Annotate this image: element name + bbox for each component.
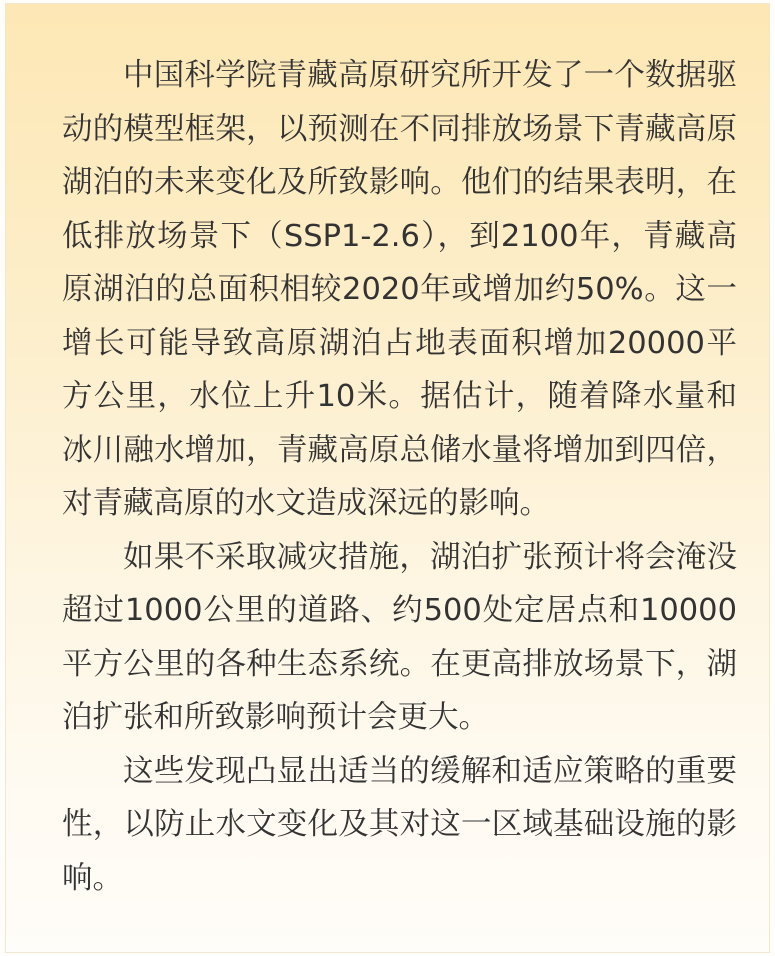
article-body: [62, 49, 737, 905]
paragraph-3: 这些发现凸显出适当的缓解和适应策略的重要性，以防止水文变化及其对这一区域基础设施的影响。: [62, 753, 737, 896]
paragraph-1: 中国科学院青藏高原研究所开发了一个数据驱动的模型框架，以预测在不同排放场景下青藏高原湖泊的未来变化及所致影响。他们的结果表明，在低排放场景下（SSP1-2.6），到2100年，青藏高原湖泊的总面积相较2020年或增加约50%。这一增长可能导致高原湖泊占地表面积增加20000平方公里，水位上升10米。据估计，随着降水量和冰川融水增加，青藏高原总储水量将增加到四倍，对青藏高原的水文造成深远的影响。: [62, 58, 737, 521]
paragraph-2: 如果不采取减灾措施，湖泊扩张预计将会淹没超过1000公里的道路、约500处定居点和10000平方公里的各种生态系统。在更高排放场景下，湖泊扩张和所致影响预计会更大。: [62, 539, 737, 735]
article-panel: [5, 3, 770, 953]
